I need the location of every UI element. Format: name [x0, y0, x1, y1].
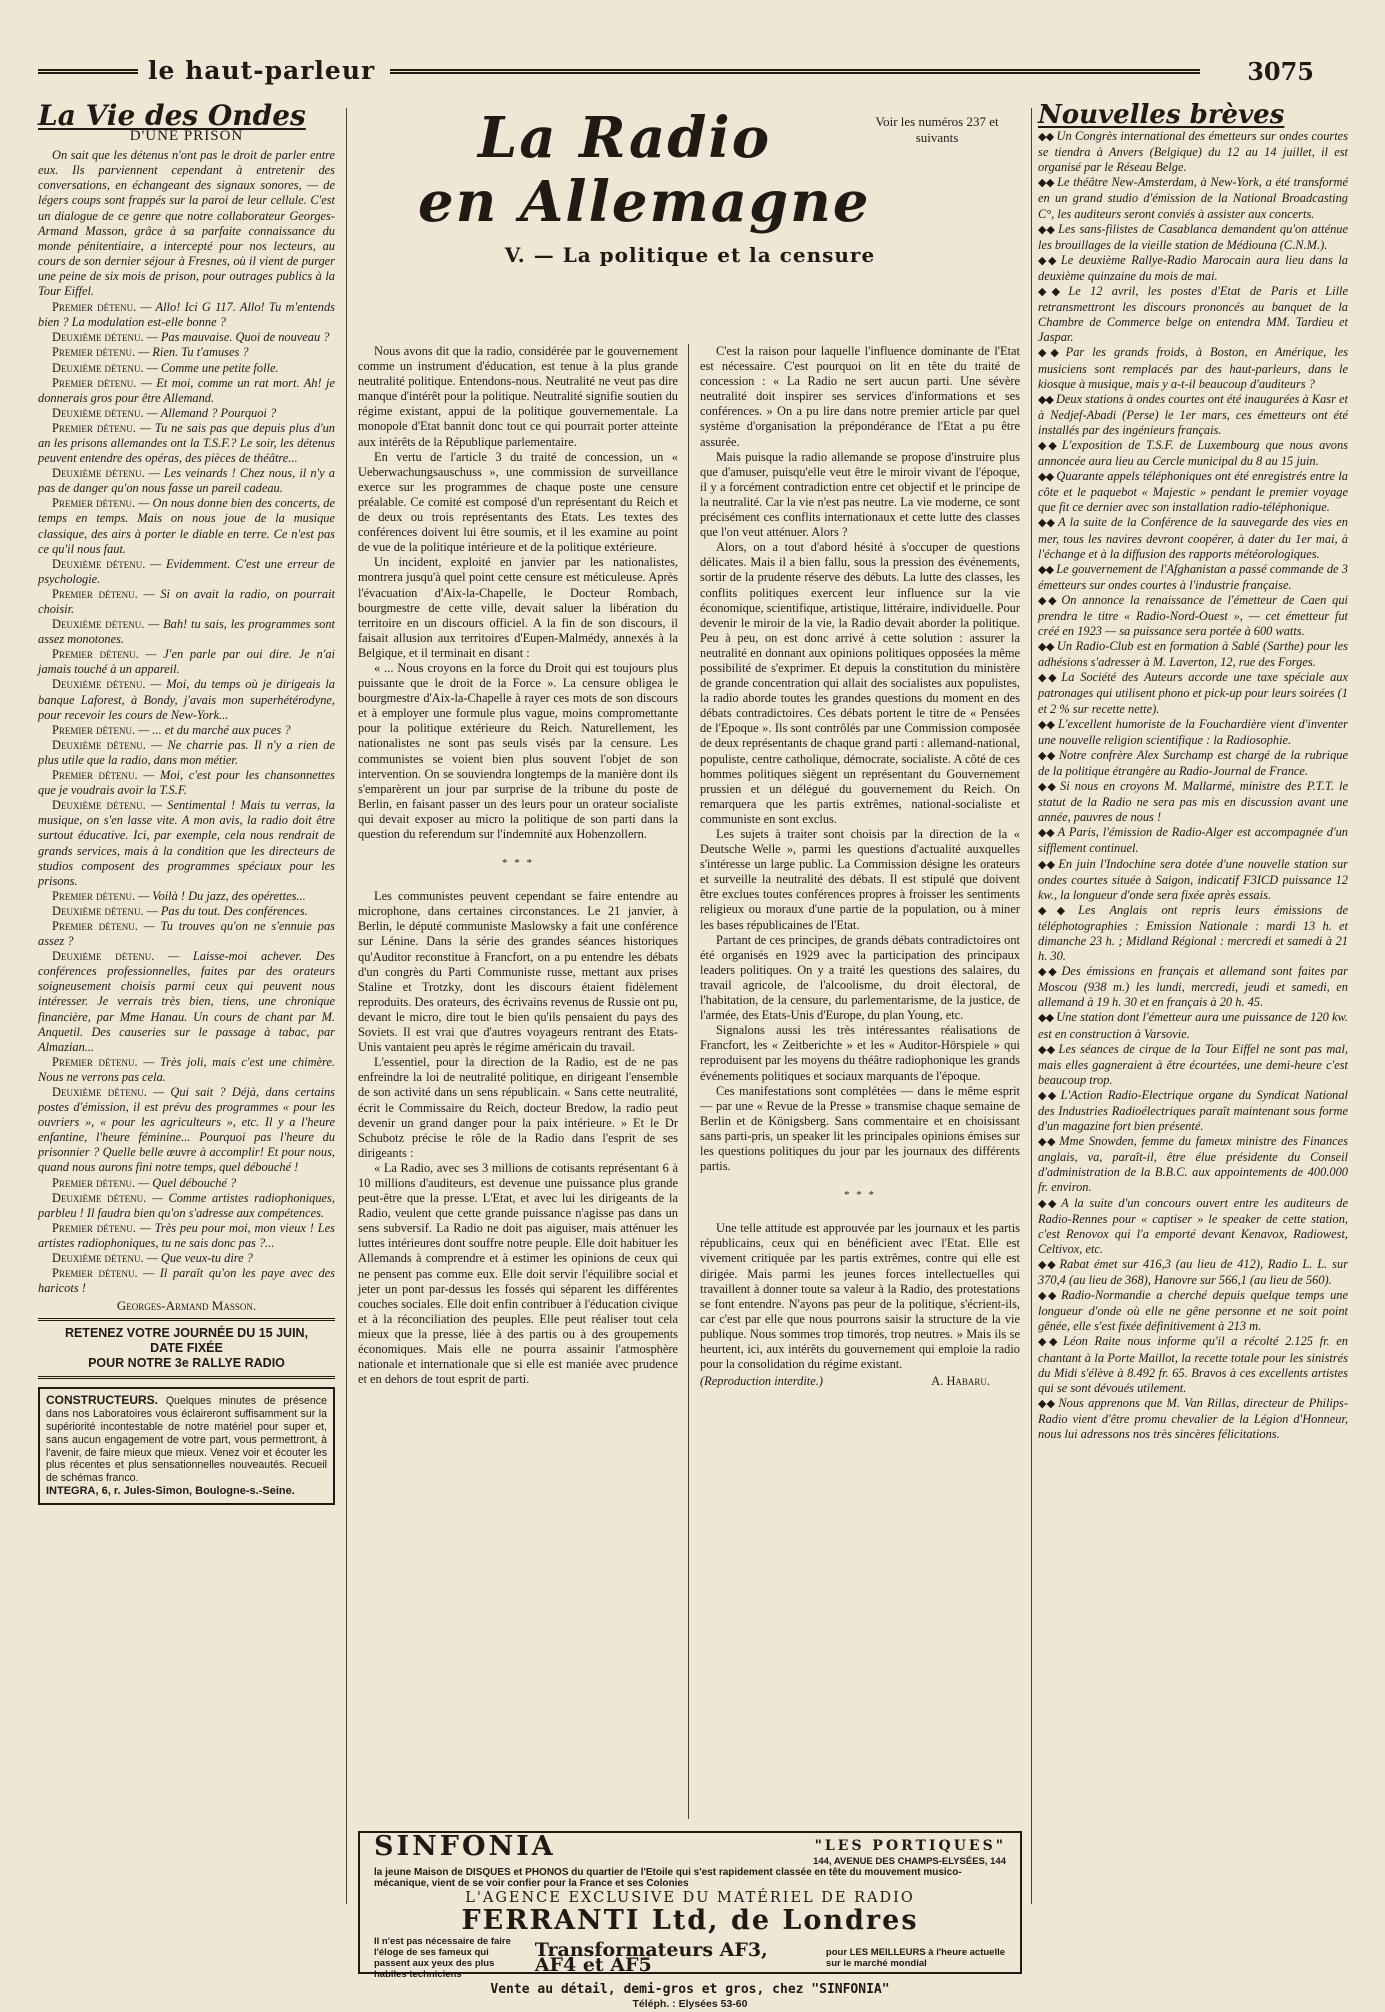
dialogue-line [38, 647, 335, 677]
diamond-icon: ◆◆ [1038, 641, 1054, 654]
advert-telephone: Téléph. : Elysées 53-60 [632, 1998, 748, 2011]
news-brief [1038, 1396, 1348, 1442]
article-paragraph: Signalons aussi les très intéressantes réalisations de Francfort, les « Zeitberichte » et les « Auditor-Hörspiele » qui reproduisent par les moyens du théâtre radiophonique les grands événements politiques et sociaux marquants de l'époque. [700, 1023, 1020, 1083]
dialogue-speaker: Premier détenu. [52, 768, 138, 783]
dialogue-speaker: Premier détenu. [52, 375, 137, 390]
dialogue-text: — Les veinards ! Chez nous, il n'y a pas de danger qu'on nous fasse un pareil cadeau. [38, 466, 335, 496]
section-separator: * * * [502, 857, 534, 870]
dialogue-speaker: Deuxième détenu. [52, 405, 144, 420]
dialogue-line [38, 798, 335, 889]
dialogue-line [38, 677, 335, 722]
news-brief [1038, 1257, 1348, 1288]
news-brief [1038, 1288, 1348, 1334]
news-brief [1038, 670, 1348, 716]
news-brief [1038, 345, 1348, 391]
dialogue-text: — Bah! tu sais, les programmes sont assez monotones. [38, 617, 335, 647]
header-rule-left [38, 69, 138, 74]
dialogue-text: — Pas du tout. Des conférences. [146, 903, 308, 918]
news-brief [1038, 1088, 1348, 1134]
news-brief-text: L'exposition de T.S.F. de Luxembourg que nous avons annoncée aura lieu au Cercle municipal du 8 au 15 juin. [1038, 437, 1348, 469]
portiques-address: 144, AVENUE DES CHAMPS-ELYSÉES, 144 [813, 1856, 1006, 1868]
dialogue-line [38, 768, 335, 798]
diamond-icon: ◆◆ [1038, 1197, 1059, 1210]
dialogue-line [38, 949, 335, 1055]
article-paragraph: Une telle attitude est approuvée par les journaux et les partis républicains, ceux qui en bénéficient avec l'Etat. Elle est vivement critiquée par les partis extrêmes, contre qui elle est dirigée. Mais parmi les jeunes forces intellectuelles qui travaillent à donner toute sa valeur à la Radio, des protestations se font entendre. N'ayons pas peur de la politique, s'écrient-ils, car c'est par elle que nous pourrons saisir la structure de la vie publique. Nous sommes trop timorés, trop neutres. » Mais ils se heurtent, ici, aux intérêts du gouvernement qui emploie la radio pour la consolidation du régime existant. [700, 1221, 1020, 1372]
dialogue-line [38, 361, 335, 376]
dialogue-text: — Tu ne sais pas que depuis plus d'un an les prisons allemandes ont la T.S.F.? Le soir, les détenus peuvent entendre des opéras, des pièces de théâtre... [38, 420, 335, 466]
paragraph-group [358, 344, 678, 842]
dialogue-speaker: Deuxième détenu. [52, 903, 144, 918]
news-brief [1038, 1334, 1348, 1395]
prison-dialogue [38, 300, 335, 1296]
dialogue-speaker: Premier détenu. [52, 300, 137, 315]
news-brief [1038, 129, 1348, 175]
dialogue-text: — Rien. Tu t'amuses ? [138, 345, 249, 360]
news-brief-text: Mme Snowden, femme du fameux ministre des Finances anglais, va, paraît-il, être élue présidente du Conseil d'administration de la B.B.C. aux appointements de 400.000 fr. environ. [1038, 1134, 1348, 1195]
article-paragraph: Nous avons dit que la radio, considérée par le gouvernement comme un instrument d'éducation, est tenue à la plus grande neutralité politique. Entendons-nous. Neutralité ne veut pas dire manque d'intérêt pour la politique. Neutralité signifie soutien du régime existant, appui de la politique gouvernementale. La monopole d'Etat bannit donc tout ce qui pourrait porter atteinte aux intérêts de la République parlementaire. [358, 344, 678, 449]
dialogue-line [38, 1085, 335, 1176]
dialogue-speaker: Premier détenu. [52, 345, 136, 360]
news-brief-text: Le 12 avril, les postes d'Etat de Paris et Lille retransmettront les discours prononcés au banquet de la Chambre de Commerce belge on entendra MM. Tardieu et Jaspar. [1038, 284, 1348, 345]
news-brief-text: Quarante appels téléphoniques ont été enregistrés entre la côte et le paquebot « Majestic » pendant le premier voyage que fit ce dernier avec son installation radio-téléphonique. [1038, 469, 1348, 515]
diamond-icon: ◆◆ [1038, 393, 1053, 406]
news-briefs [1038, 129, 1348, 1442]
dialogue-line [38, 889, 335, 904]
dialogue-speaker: Deuxième détenu. [52, 617, 145, 632]
dialogue-line [38, 617, 335, 647]
news-brief-text: Deux stations à ondes courtes ont été inaugurées à Kasr et à Nedjef-Abadi (Perse) le 1er mars, ces émetteurs ont été installés par des ingénieurs français. [1038, 391, 1348, 437]
diamond-icon: ◆◆ [1038, 1012, 1054, 1025]
news-brief [1038, 717, 1348, 748]
news-brief [1038, 284, 1348, 345]
dialogue-text: — Quel débouché ? [138, 1175, 237, 1190]
right-column [1038, 100, 1349, 1442]
news-brief-text: Un Radio-Club est en formation à Sablé (Sarthe) pour les adhésions s'adresser à M. Laverton, 12, rue des Forges. [1038, 639, 1348, 670]
dialogue-speaker: Premier détenu. [52, 1175, 136, 1190]
left-column [38, 99, 336, 1505]
dialogue-speaker: Deuxième détenu. [52, 949, 155, 964]
article-paragraph: Mais puisque la radio allemande se propose d'instruire plus que d'amuser, puisqu'elle veut être le miroir vivant de l'époque, il y a forcément contradiction entre cet objectif et le principe de la neutralité. Car la vie n'est pas neutre. La vie moderne, ce sont précisément ces conflits internationaux et cette lutte des classes que l'on veut atténuer. Alors ? [700, 449, 1020, 540]
article-paragraph: « ... Nous croyons en la force du Droit qui est toujours plus puissante que le droit de la Force ». La censure obligea le bourgmestre d'Aix-la-Chapelle à rayer ces mots de son discours et à employer une formule plus vague, moins compromettante pour la politique extérieure du Reich. Naturellement, les nationalistes ne sont pas seuls visés par la censure. Les communistes se voient bien plus souvent l'objet de son intervention. On se souviendra longtemps de la manière dont ils s'emparèrent un jour par surprise de la tribune du poste de Berlin, en faisant passer un des leurs pour un orateur socialiste qui devait exposer au micro la politique de son parti dans la question du referendum sur l'indemnité aux Hohenzollern. [358, 660, 678, 841]
news-brief-text: On annonce la renaissance de l'émetteur de Caen qui prendra le titre « Radio-Nord-Ouest », — cet émetteur fut créé en 1923 — sa puissance sera portée à 600 watts. [1038, 592, 1349, 639]
diamond-icon: ◆◆ [1038, 254, 1058, 267]
article-paragraph: C'est la raison pour laquelle l'influence dominante de l'Etat est nécessaire. C'est pourquoi on lit en tête du traité de concession : « La Radio ne sert aucun parti. Une sévère neutralité doit inspirer ses services d'informations et ses conférences. » On a pu lire dans notre premier article par quel système d'organisation la prépondérance de l'Etat a pu être assurée. [700, 344, 1020, 449]
dialogue-line [38, 421, 335, 466]
column-divider [1031, 108, 1032, 1904]
advert-footer: INTEGRA, 6, r. Jules-Simon, Boulogne-s.-Seine. [46, 1484, 295, 1497]
news-brief-text: Notre confrère Alex Surchamp est chargé de la rubrique de la politique étrangère au Radio-Journal de France. [1038, 747, 1349, 778]
diamond-icon: ◆◆ [1038, 286, 1066, 299]
dialogue-text: — Et moi, comme un rat mort. Ah! je donnerais gros pour être Allemand. [38, 375, 335, 405]
advert-agency: L'AGENCE EXCLUSIVE DU MATÉRIEL DE RADIO [465, 1890, 915, 1907]
advert-products [374, 1936, 1006, 1980]
diamond-icon: ◆◆ [1038, 1397, 1056, 1410]
article-paragraph: Alors, on a tout d'abord hésité à s'occuper de questions délicates. Mais il a bien fallu, sous la pression des événements, sortir de la prudente réserve des débuts. La lutte des classes, les conflits politiques exercent leur influence sur la vie économique, scientifique, artistique, littéraire, individuelle. Pour devenir le miroir de la vie, la Radio devait aborder la politique. Peu à peu, on est donc arrivé à cette solution : assurer la neutralité en donnant aux opinions politiques opposées la même possibilité de s'exprimer. Et depuis la constitution du ministère de grande concentration qui allait des socialistes aux populistes, la radio aborde toutes les grandes questions du moment en des débats contradictoires. Ces débats portent le titre de « Pensées de l'Epoque ». Ils sont contrôlés par une Commission composée de deux représentants de chaque grand parti : allemand-national, populiste, centre catholique, démocrate, socialiste. A côté de ces hommes politiques siègent un représentant du Gouvernement prussien et un délégué du gouvernement du Reich. On remarquera que les partis extrêmes, national-socialiste et communiste en sont exclus. [700, 540, 1021, 826]
news-brief-text: Léon Raite nous informe qu'il a récolté 2.125 fr. en chantant à la Porte Maillot, la recette totale pour les sinistrés du Midi s'élève à 8.492 fr. 65. Bravos à ces excellents artistes qui se sont dévoués utilement. [1038, 1334, 1348, 1395]
news-brief [1038, 469, 1348, 515]
diamond-icon: ◆◆ [1038, 177, 1055, 190]
dialogue-line [38, 1266, 335, 1296]
dialogue-line [38, 1191, 335, 1221]
news-brief-text: L'Action Radio-Electrique organe du Syndicat National des Industries Radioélectriques paraît maintenant sous forme d'un magazine fort bien présenté. [1038, 1087, 1348, 1134]
paragraph-group [358, 889, 678, 1387]
advert-product-name: Transformateurs AF3, AF4 et AF5 [534, 1939, 768, 1977]
article-headline [358, 105, 1022, 246]
advert-note-right: pour LES MEILLEURS à l'heure actuelle sur le marché mondial [825, 1947, 1006, 1970]
column-divider [346, 108, 347, 1904]
dialogue-text: — Allo! Ici G 117. Allo! Tu m'entends bien ? La modulation est-elle bonne ? [38, 300, 336, 330]
constructeurs-advert [38, 1387, 335, 1504]
dialogue-text: — Qui sait ? Déjà, dans certains postes d'émission, il est prévu des programmes « pour les ouvriers », « pour les agriculteurs », etc. Il y a l'heure enfantine, l'heure féminine... Pourquoi pas l'heure du prisonnier ? Quelle belle œuvre à accomplir! Et pour nous, quand nous aurons fini notre temps, quel débouché ! [38, 1085, 335, 1175]
article-column-2 [700, 344, 1020, 1389]
dialogue-text: — Evidemment. C'est une erreur de psychologie. [38, 556, 335, 586]
dialogue-text: — Pas mauvaise. Quoi de nouveau ? [146, 330, 330, 345]
dialogue-text: — Moi, du temps où je dirigeais la banque Laforest, à Bondy, j'avais mon superhétérodyne, pour recevoir les cours de New-York... [38, 677, 335, 722]
dialogue-text: — Que veux-tu dire ? [146, 1251, 253, 1266]
news-brief [1038, 253, 1348, 284]
dialogue-speaker: Premier détenu. [52, 1054, 138, 1069]
dialogue-line [38, 1251, 335, 1266]
news-brief [1038, 1134, 1348, 1195]
dialogue-line [38, 330, 335, 345]
news-brief-text: Radio-Normandie a cherché depuis quelque temps une longueur d'onde où elle ne gêne personne et ne soit point gênée, elle s'est fixée définitivement à 213 m. [1038, 1288, 1348, 1334]
dialogue-text: — Comme une petite folle. [146, 360, 279, 375]
diamond-icon: ◆◆ [1038, 749, 1056, 762]
dialogue-text: — Laisse-moi achever. Des conférences professionnelles, faites par des orateurs soigneusement choisis parmi ceux qui peuvent nous intéresser. Je verrais très bien, tiens, une chronique financière, par Mme Hanau. Un cours de chant par M. Anquetil. Des causeries sur le passage à tabac, par Almazian... [38, 949, 335, 1054]
news-brief [1038, 639, 1348, 670]
advert-lead: CONSTRUCTEURS. [46, 1393, 159, 1408]
dialogue-line [38, 406, 335, 421]
news-brief-text: Rabat émet sur 416,3 (au lieu de 412), Radio L. L. sur 370,4 (au lieu de 368), Hanovre sur 566,1 (au lieu de 560). [1038, 1256, 1349, 1288]
article-paragraph: Ces manifestations sont complétées — dans le même esprit — par une « Revue de la Presse » transmise chaque semaine de Berlin et de Königsberg. Sans commentaire et en choisissant sans parti-pris, un speaker lit les principales opinions émises sur les questions politiques du jour par les journaux des différents partis. [700, 1083, 1020, 1174]
dialogue-text: — Sentimental ! Mais tu verras, la musique, on s'en lasse vite. A mon avis, la radio doit être surtout éducative. Ici, par exemple, cela nous rendrait de grands services, mais à la condition que les directeurs de studios composent des programmes spéciaux pour les prisons. [38, 798, 335, 888]
news-brief [1038, 562, 1348, 593]
article-paragraph: En vertu de l'article 3 du traité de concession, un « Ueberwachungsauschuss », une commission de surveillance exerce sur les programmes de chaque poste une censure préalable. Ce comité est composé d'un représentant du Reich et de deux ou trois représentants des Etats. Les textes des conférences doivent lui être soumis, et il les examine au point de vue de la politique intérieure et de la politique extérieure. [358, 449, 678, 555]
dialogue-speaker: Premier détenu. [52, 918, 138, 933]
dialogue-line [38, 904, 335, 919]
dialogue-line [38, 376, 335, 406]
news-brief [1038, 175, 1348, 221]
advert-header [374, 1831, 1006, 1869]
headline-note: Voir les numéros 237 et suivants [875, 114, 999, 145]
portiques-name: "LES PORTIQUES" [814, 1838, 1006, 1854]
left-column-title: La Vie des Ondes [38, 99, 306, 132]
dialogue-speaker: Deuxième détenu. [52, 798, 146, 813]
dialogue-line [38, 1176, 335, 1191]
notice-line: RETENEZ VOTRE JOURNÉE DU 15 JUIN, [64, 1326, 309, 1341]
news-brief-text: Les sans-filistes de Casablanca demandent qu'on atténue les brouillages de la vieille station de Médiouna (C.N.M.). [1038, 221, 1349, 252]
diamond-icon: ◆◆ [1038, 1089, 1058, 1102]
section-separator: * * * [844, 1189, 876, 1202]
dialogue-speaker: Premier détenu. [52, 586, 138, 601]
diamond-icon: ◆◆ [1038, 1043, 1056, 1056]
news-brief [1038, 1042, 1348, 1088]
dialogue-line [38, 466, 335, 496]
diamond-icon: ◆◆ [1038, 131, 1054, 144]
notice-line: DATE FIXÉE [150, 1341, 223, 1356]
article-paragraph: L'essentiel, pour la direction de la Radio, est de ne pas enfreindre la loi de neutralité politique, en dirigeant l'ensemble de son activité dans un sens républicain. « Sans cette neutralité, écrit le Commissaire du Reich, docteur Bredow, la radio peut devenir un grand danger pour la paix intérieure. » Et le Dr Schubotz précise le rôle de la Radio dans l'esprit de ses dirigeants : [358, 1055, 678, 1160]
news-brief [1038, 903, 1348, 964]
diamond-icon: ◆◆ [1038, 827, 1055, 840]
news-brief-text: Une station dont l'émetteur aura une puissance de 120 kw. est en construction à Varsovie. [1038, 1010, 1348, 1041]
article-paragraph: Les sujets à traiter sont choisis par la direction de la « Deutsche Welle », parmi les questions d'actualité auxquelles s'intéresse un large public. La Commission désigne les orateurs et surveille la neutralité des débats. Il est stipulé que doivent être exclues toutes conférences propres à froisser les sentiments religieux ou moraux d'une partie de la population, ou à miner les bases républicaines de l'Etat. [700, 827, 1020, 932]
article-column-1 [358, 344, 678, 1387]
news-brief [1038, 825, 1348, 856]
news-brief-text: Les séances de cirque de la Tour Eiffel ne sont pas mal, mais elles gagneraient à être écourtées, une demi-heure c'est beaucoup trop. [1038, 1041, 1349, 1087]
news-brief-text: Par les grands froids, à Boston, en Amérique, les musiciens sont remplacés par des haut-parleurs, dans le kiosque à musique, mais y a-t-il beaucoup d'auditeurs ? [1038, 345, 1348, 391]
dialogue-text: — Ne charrie pas. Il n'y a rien de plus utile que la radio, dans mon métier. [38, 737, 335, 767]
news-brief [1038, 392, 1348, 438]
article-signature: Georges-Armand Masson. [116, 1298, 257, 1314]
reproduction-note: (Reproduction interdite.) [700, 1374, 823, 1389]
dialogue-text: — Il paraît qu'on les paye avec des haricots ! [38, 1266, 335, 1296]
diamond-icon: ◆◆ [1038, 858, 1056, 871]
middle-article [358, 105, 1022, 2011]
article-intro: On sait que les détenus n'ont pas le droit de parler entre eux. Ils parviennent cependant à entretenir des conversations, en échangeant des signaux sonores, — de légers coups sont frappés sur la paroi de leur cellule. C'est un dialogue de ce genre que notre collaborateur Georges-Armand Masson, grâce à sa parfaite connaissance du monde pénitentiaire, a intercepté pour nos lecteurs, au cours de son dernier séjour à Fresnes, où il vient de purger une peine de six mois de prison, pour outrages publics à la Tour Eiffel. [38, 148, 335, 299]
dialogue-text: — Moi, c'est pour les chansonnettes que je voudrais avoir la T.S.F. [38, 768, 335, 798]
right-column-title: Nouvelles brèves [1038, 100, 1285, 130]
dialogue-line [38, 1221, 335, 1251]
news-brief [1038, 748, 1348, 779]
diamond-icon: ◆◆ [1038, 1290, 1059, 1303]
dialogue-speaker: Deuxième détenu. [52, 466, 145, 481]
dialogue-line [38, 496, 335, 556]
article-subheading: V. — La politique et la censure [504, 243, 876, 267]
news-brief-text: Si nous en croyons M. Mallarmé, ministre des P.T.T. le statut de la Radio ne sera pas mis en discussion avant une année, pauvres de nous ! [1038, 779, 1349, 825]
dialogue-speaker: Premier détenu. [52, 496, 136, 511]
news-brief-text: Nous apprenons que M. Van Rillas, directeur de Philips-Radio vient d'être promu chevalier de la Légion d'Honneur, nous lui adressons nos très sincères félicitations. [1038, 1395, 1348, 1441]
dialogue-text: — Tu trouves qu'on ne s'ennuie pas assez ? [38, 918, 335, 949]
dialogue-text: — Allemand ? Pourquoi ? [146, 405, 277, 420]
dialogue-line [38, 738, 335, 768]
page-number: 3075 [1247, 57, 1314, 86]
news-brief [1038, 964, 1348, 1010]
diamond-icon: ◆◆ [1038, 1336, 1061, 1349]
diamond-icon: ◆◆ [1038, 1136, 1057, 1149]
diamond-icon: ◆◆ [1038, 223, 1056, 236]
diamond-icon: ◆◆ [1038, 347, 1063, 360]
article-author: A. Habaru. [931, 1374, 990, 1389]
news-brief-text: Des émissions en français et allemand sont faites par Moscou (938 m.) les lundi, mercredi, jeudi et samedi, en allemand à 19 h. 30 et en français à 20 h. 45. [1038, 964, 1349, 1010]
advert-text: Quelques minutes de présence dans nos Laboratoires vous éclaireront suffisamment sur la supériorité incontestable de notre matériel pour super et, sans aucun engagement de votre part, vous permettront, à l'avenir, de faire mieux que mieux. Venez voir et écouter les plus récentes et plus sensationnelles nouveautés. Recueil de schémas franco. [46, 1395, 327, 1485]
dialogue-speaker: Deuxième détenu. [52, 677, 146, 692]
news-brief-text: A la suite de la Conférence de la sauvegarde des vies en mer, tous les navires devront coopérer, à dater du 1er mai, à l'échange et à la diffusion des rapports météorologiques. [1038, 515, 1348, 561]
news-brief-text: En juin l'Indochine sera dotée d'une nouvelle station sur ondes courtes située à Saigon, indicatif F3ICD puissance 12 kw., la longueur d'onde sera fixée après essais. [1038, 856, 1348, 902]
diamond-icon: ◆◆ [1038, 471, 1054, 484]
rallye-notice [38, 1318, 335, 1379]
header-rule-right [390, 69, 1200, 74]
article-byline [700, 1374, 1020, 1389]
news-brief [1038, 222, 1348, 253]
news-brief [1038, 593, 1348, 639]
sinfonia-brand: SINFONIA [374, 1831, 556, 1862]
article-paragraph: Un incident, exploité en janvier par les nationalistes, montrera jusqu'à quel point cette censure est méticuleuse. Après l'évacuation d'Aix-la-Chapelle, le Docteur Rombach, bourgmestre de cette ville, devait saluer la libération du territoire en un discours officiel. A la fin de son discours, il faisait allusion aux territoires d'Eupen-Malmédy, annexés à la Belgique, et il terminait en disant : [358, 555, 678, 660]
sinfonia-advert [358, 1831, 1022, 2011]
dialogue-speaker: Deuxième détenu. [52, 1251, 144, 1266]
advert-sales: Vente au détail, demi-gros et gros, chez "SINFONIA" [490, 1982, 890, 1998]
headline-line-2: en Allemagne [418, 169, 871, 235]
dialogue-speaker: Deuxième détenu. [52, 1085, 147, 1099]
dialogue-line [38, 723, 335, 738]
diamond-icon: ◆◆ [1038, 563, 1054, 576]
dialogue-text: — Très peu pour moi, mon vieux ! Les artistes radiophoniques, tu ne sais donc pas ?... [38, 1220, 335, 1250]
news-brief [1038, 779, 1348, 825]
news-brief-text: A la suite d'un concours ouvert entre les auditeurs de Radio-Rennes pour « captiser » le speaker de cette station, c'est Renovox qui l'a emporté devant Kenavox, Radiowest, Celtivox, etc. [1038, 1195, 1348, 1256]
advert-note-left: Il n'est pas nécessaire de faire l'éloge de ses fameux qui passent aux yeux des plus habiles techniciens [374, 1936, 511, 1981]
advert-blurb: la jeune Maison de DISQUES et PHONOS du quartier de l'Etoile qui s'est rapidement classée en tête du mouvement musico-mécanique, vient de se voir confier pour la France et ses Colonies [374, 1867, 962, 1890]
dialogue-speaker: Deuxième détenu. [52, 737, 146, 752]
newspaper-page [38, 54, 1349, 2011]
dialogue-line [38, 557, 335, 587]
news-brief [1038, 1010, 1348, 1041]
news-brief-text: La Société des Auteurs accorde une taxe spéciale aux patronages qui utilisent phono et pick-up pour leurs soirées (1 et 2 % sur recette nette). [1038, 670, 1348, 716]
dialogue-speaker: Deuxième détenu. [52, 360, 144, 375]
dialogue-speaker: Premier détenu. [52, 647, 139, 662]
news-brief-text: Le deuxième Rallye-Radio Marocain aura lieu dans la deuxième quinzaine du mois de mai. [1038, 252, 1348, 283]
journal-title: le haut-parleur [148, 56, 376, 85]
news-brief-text: Le théâtre New-Amsterdam, à New-York, a été transformé en un grand studio d'émission de la National Broadcasting C°, les auditeurs seront conviés à assister aux concerts. [1038, 175, 1349, 221]
notice-line: POUR NOTRE 3e RALLYE RADIO [88, 1356, 285, 1371]
diamond-icon: ◆◆ [1038, 718, 1055, 731]
dialogue-line [38, 300, 335, 330]
news-brief [1038, 438, 1348, 469]
news-brief-text: A Paris, l'émission de Radio-Alger est accompagnée d'un sifflement continuel. [1038, 825, 1348, 856]
dialogue-speaker: Premier détenu. [52, 1266, 138, 1281]
article-paragraph: « La Radio, avec ses 3 millions de cotisants représentant 6 à 10 millions d'auditeurs, est devenue une puissance plus grande peut-être que la presse. L'Etat, et avec lui les dirigeants de la Radio, veulent que cette grande puissance n'agisse pas dans un sens subversif. La Radio ne doit pas aiguiser, mais atténuer les luttes intérieures dont souffre notre peuple. Elle doit habituer les Allemands à comprendre et à estimer les opinions de ceux qui ne pensent pas comme eux. Elle doit servir l'équilibre social et jeter un pont par-dessus les fossés qui séparent les différentes couches sociales. Elle doit enfin contribuer à l'éducation civique et à la réconciliation des peuples. Elle peut réaliser tout cela mieux que la presse, liée à des partis ou à des groupements économiques. Mais elle ne pourra assainir l'atmosphère nationale et internationale que si elle est maniée avec prudence et en dehors de tout esprit de parti. [358, 1160, 678, 1387]
paragraph-group [700, 344, 1020, 1174]
news-brief-text: Les Anglais ont repris leurs émissions de téléphotographies : Emission Nationale : mardi 13 h. et dimanche 23 h. ; Midland Régional : mercredi et samedi à 21 h. 30. [1038, 902, 1348, 964]
dialogue-text: — Très joli, mais c'est une chimère. Nous ne verrons pas cela. [38, 1054, 335, 1084]
article-paragraph: Les communistes peuvent cependant se faire entendre au microphone, dans certaines circonstances. Le 21 janvier, à Berlin, le député communiste Maslowsky a fait une conférence sur Lénine. Dans la série des grandes séances historiques qu'Auditor reconstitue à Francfort, on a pu entendre les débats d'un congrès du Parti Communiste russe, mettant aux prises Staline et Trotzky, dont les discours étaient fidèlement reproduits. Des orateurs, des écrivains revenus de Russie ont pu, devant le micro, dire tout le bien qu'ils pensaient du pays des Soviets. Il est vrai que d'autres voyageurs rentrant des Etats-Unis vantaient peu après le régime américain du travail. [358, 889, 678, 1055]
article-paragraph: Partant de ces principes, de grands débats contradictoires ont été organisés en 1929 avec la participation des principaux leaders politiques. On y a traité les questions des salaires, du travail agricole, de l'alcoolisme, du droit électoral, de l'habitation, de la censure, du parlementarisme, de la justice, de l'armée, des Etats-Unis d'Europe, du plan Young, etc. [700, 932, 1020, 1023]
diamond-icon: ◆◆ [1038, 966, 1059, 979]
headline-line-1: La Radio [478, 105, 772, 171]
dialogue-speaker: Deuxième détenu. [52, 330, 144, 345]
diamond-icon: ◆◆ [1038, 672, 1059, 685]
dialogue-speaker: Premier détenu. [52, 420, 136, 435]
dialogue-speaker: Deuxième détenu. [52, 556, 146, 571]
page-header [38, 54, 1348, 90]
news-brief [1038, 1196, 1348, 1257]
dialogue-speaker: Premier détenu. [52, 722, 136, 737]
ferranti-brand: FERRANTI Ltd, de Londres [461, 1905, 919, 1937]
dialogue-line [38, 1055, 335, 1085]
dialogue-line [38, 919, 335, 949]
dialogue-text: — On nous donne bien des concerts, de temps en temps. Mais on nous joue de la musique classique, des airs à porter le diable en terre. Ce n'est pas ce qu'il nous faut. [38, 496, 335, 556]
diamond-icon: ◆◆ [1038, 1258, 1057, 1271]
dialogue-speaker: Deuxième détenu. [52, 1190, 147, 1205]
diamond-icon: ◆◆ [1038, 594, 1059, 607]
news-brief-text: Le gouvernement de l'Afghanistan a passé commande de 3 émetteurs sur ondes courtes à l'industrie française. [1038, 561, 1349, 592]
column-divider [688, 344, 689, 1819]
diamond-icon: ◆◆ [1038, 904, 1076, 917]
news-brief [1038, 515, 1348, 561]
article-subtitle: D'UNE PRISON [129, 128, 244, 145]
dialogue-line [38, 587, 335, 617]
diamond-icon: ◆◆ [1038, 781, 1058, 794]
diamond-icon: ◆◆ [1038, 517, 1056, 530]
news-brief-text: Un Congrès international des émetteurs sur ondes courtes se tiendra à Anvers (Belgique) du 12 au 14 juillet, il est organisé par le Réseau Belge. [1038, 129, 1349, 175]
paragraph-group [700, 1221, 1020, 1372]
dialogue-text: — J'en parle par oui dire. Je n'ai jamais touché à un appareil. [38, 647, 335, 677]
dialogue-text: — Comme artistes radiophoniques, parbleu ! Il faudra bien qu'on s'adresse aux compétences. [38, 1190, 335, 1220]
dialogue-speaker: Premier détenu. [52, 888, 136, 903]
diamond-icon: ◆◆ [1038, 439, 1059, 452]
dialogue-line [38, 345, 335, 360]
dialogue-text: — Voilà ! Du jazz, des opérettes... [138, 888, 306, 903]
portiques-block [813, 1839, 1006, 1869]
dialogue-speaker: Premier détenu. [52, 1220, 136, 1235]
news-brief [1038, 857, 1348, 903]
dialogue-text: — Si on avait la radio, on pourrait choisir. [38, 586, 336, 616]
news-brief-text: L'excellent humoriste de la Fouchardière vient d'inventer une nouvelle religion scientifique : la Radiosophie. [1038, 716, 1348, 747]
dialogue-text: — ... et du marché aux puces ? [138, 722, 291, 737]
